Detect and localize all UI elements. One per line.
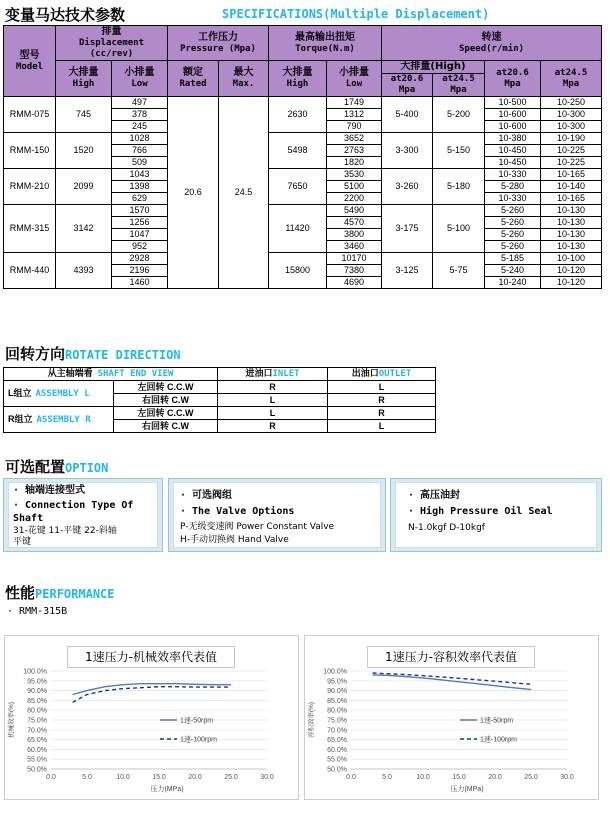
cell-speed-l206: 5-185 bbox=[485, 253, 541, 265]
cell-disp-high: 1520 bbox=[56, 133, 112, 169]
col-torque-header: 最高输出扭矩 Torque(N.m) bbox=[269, 26, 382, 61]
cell-disp-low: 1398 bbox=[112, 181, 168, 193]
cell-torque-high: 15800 bbox=[269, 253, 327, 289]
col-at206-a: at20.6 Mpa bbox=[382, 74, 433, 97]
rot-group-cn: L组立 bbox=[8, 388, 32, 398]
y-tick-label: 100.0% bbox=[323, 668, 347, 676]
rot-cell-outlet: L bbox=[328, 381, 436, 394]
x-tick-label: 15.0 bbox=[152, 774, 166, 781]
spec-title-cn: 变量马达技术参数 bbox=[5, 6, 126, 24]
cell-torque-high: 11420 bbox=[269, 205, 327, 253]
cell-speed-h206: 5-400 bbox=[382, 97, 433, 133]
performance-model: · RMM-315B bbox=[7, 606, 68, 617]
option-box-valve bbox=[168, 478, 386, 552]
rot-cell-dir: 右回转 C.W bbox=[114, 394, 218, 407]
table-row bbox=[4, 381, 436, 394]
y-tick-label: 60.0% bbox=[327, 746, 347, 754]
cell-disp-low: 1043 bbox=[112, 169, 168, 181]
opt3-line3: N-1.0kgf D-10kgf bbox=[408, 523, 485, 533]
series-line-1 bbox=[373, 673, 531, 684]
rot-cell-inlet: R bbox=[218, 381, 328, 394]
y-tick-label: 75.0% bbox=[327, 717, 347, 725]
cell-torque-low: 3460 bbox=[327, 241, 382, 253]
table-row bbox=[4, 253, 602, 265]
rot-group-label bbox=[4, 381, 114, 407]
cell-disp-low: 1256 bbox=[112, 217, 168, 229]
y-tick-label: 50.0% bbox=[327, 766, 347, 774]
rot-cell-outlet: L bbox=[328, 420, 436, 433]
opt2-line1: · 可选阀组 bbox=[180, 490, 233, 501]
rot-cell-dir: 左回转 C.C.W bbox=[114, 407, 218, 420]
rot-group-label bbox=[4, 407, 114, 433]
cell-disp-high: 3142 bbox=[56, 205, 112, 253]
cell-speed-l245: 10-225 bbox=[541, 145, 602, 157]
legend-label: 1速-50rpm bbox=[480, 717, 514, 725]
cell-speed-h245: 5-150 bbox=[433, 133, 485, 169]
cell-speed-h206: 3-125 bbox=[382, 253, 433, 289]
y-tick-label: 80.0% bbox=[27, 707, 47, 715]
cell-speed-l245: 10-300 bbox=[541, 109, 602, 121]
performance-title bbox=[5, 582, 115, 603]
col-pressure-header: 工作压力 Pressure (Mpa) bbox=[168, 26, 269, 61]
chart-volumetric-title: 1速压力-容积效率代表值 bbox=[367, 646, 535, 668]
option-title-cn: 可选配置 bbox=[5, 458, 66, 476]
cell-speed-h245: 5-75 bbox=[433, 253, 485, 289]
cell-torque-low: 790 bbox=[327, 121, 382, 133]
cell-speed-l206: 10-380 bbox=[485, 133, 541, 145]
cell-disp-low: 1028 bbox=[112, 133, 168, 145]
cell-disp-low: 766 bbox=[112, 145, 168, 157]
table-row bbox=[4, 205, 602, 217]
cell-speed-l206: 10-450 bbox=[485, 157, 541, 169]
cell-speed-l245: 10-190 bbox=[541, 133, 602, 145]
legend-label: 1速-50rpm bbox=[180, 717, 214, 725]
cell-torque-low: 2200 bbox=[327, 193, 382, 205]
col-torque-low: 小排量 Low bbox=[327, 61, 382, 97]
cell-torque-low: 4690 bbox=[327, 277, 382, 289]
cell-speed-l206: 10-330 bbox=[485, 193, 541, 205]
cell-model: RMM-440 bbox=[4, 253, 56, 289]
cell-model: RMM-315 bbox=[4, 205, 56, 253]
cell-speed-l206: 5-260 bbox=[485, 241, 541, 253]
cell-speed-h206: 3-260 bbox=[382, 169, 433, 205]
legend-label: 1速-100rpm bbox=[180, 736, 217, 744]
cell-speed-l206: 5-260 bbox=[485, 205, 541, 217]
col-at206-b: at20.6 Mpa bbox=[485, 61, 541, 97]
cell-disp-low: 378 bbox=[112, 109, 168, 121]
chart-mechanical bbox=[4, 635, 299, 800]
cell-speed-l245: 10-165 bbox=[541, 169, 602, 181]
cell-speed-l245: 10-250 bbox=[541, 97, 602, 109]
cell-disp-high: 2099 bbox=[56, 169, 112, 205]
y-tick-label: 55.0% bbox=[27, 756, 47, 764]
y-tick-label: 65.0% bbox=[27, 737, 47, 745]
cell-torque-low: 5100 bbox=[327, 181, 382, 193]
rot-cell-inlet: L bbox=[218, 407, 328, 420]
cell-speed-h206: 3-300 bbox=[382, 133, 433, 169]
cell-torque-high: 5498 bbox=[269, 133, 327, 169]
cell-speed-l245: 10-165 bbox=[541, 193, 602, 205]
y-tick-label: 90.0% bbox=[327, 688, 347, 696]
cell-torque-high: 2630 bbox=[269, 97, 327, 133]
col-disp-high: 大排量 High bbox=[56, 61, 112, 97]
performance-title-en: PERFORMANCE bbox=[35, 587, 115, 601]
rot-cell-outlet: R bbox=[328, 394, 436, 407]
rot-cell-dir: 左回转 C.C.W bbox=[114, 381, 218, 394]
rot-cell-dir: 右回转 C.W bbox=[114, 420, 218, 433]
cell-disp-high: 4393 bbox=[56, 253, 112, 289]
cell-speed-l245: 10-130 bbox=[541, 241, 602, 253]
y-axis-label: 机械效率(%) bbox=[8, 701, 15, 739]
cell-disp-low: 2928 bbox=[112, 253, 168, 265]
y-tick-label: 75.0% bbox=[27, 717, 47, 725]
x-tick-label: 5.0 bbox=[82, 774, 92, 781]
rotate-title bbox=[5, 343, 181, 364]
opt2-line2: · The Valve Options bbox=[180, 506, 295, 517]
y-tick-label: 95.0% bbox=[327, 678, 347, 686]
cell-speed-l206: 10-450 bbox=[485, 145, 541, 157]
y-tick-label: 65.0% bbox=[327, 737, 347, 745]
rotate-title-cn: 回转方向 bbox=[5, 345, 66, 363]
cell-disp-low: 497 bbox=[112, 97, 168, 109]
table-row bbox=[4, 407, 436, 420]
cell-speed-l206: 5-260 bbox=[485, 217, 541, 229]
option-box-seal bbox=[390, 478, 602, 552]
x-tick-label: 20.0 bbox=[488, 774, 502, 781]
col-displacement-header: 排量 Displacement (cc/rev) bbox=[56, 26, 168, 61]
col-model-header: 型号 Model bbox=[4, 26, 56, 97]
opt2-line3: P-无级变速阀 Power Constant Valve bbox=[180, 522, 335, 532]
cell-speed-h245: 5-200 bbox=[433, 97, 485, 133]
table-row bbox=[4, 133, 602, 145]
col-speed-high: 大排量(High) bbox=[382, 61, 485, 74]
y-tick-label: 55.0% bbox=[327, 756, 347, 764]
rot-header-inlet: 进油口INLET bbox=[218, 368, 328, 381]
cell-speed-l245: 10-100 bbox=[541, 253, 602, 265]
col-at245-b: at24.5 Mpa bbox=[541, 61, 602, 97]
rot-header-outlet: 出油口OUTLET bbox=[328, 368, 436, 381]
spec-table bbox=[3, 25, 602, 289]
cell-rated: 20.6 bbox=[168, 97, 219, 289]
cell-disp-low: 1570 bbox=[112, 205, 168, 217]
cell-speed-l206: 5-260 bbox=[485, 229, 541, 241]
cell-speed-l245: 10-120 bbox=[541, 265, 602, 277]
cell-torque-high: 7650 bbox=[269, 169, 327, 205]
cell-speed-l206: 10-500 bbox=[485, 97, 541, 109]
x-tick-label: 20.0 bbox=[188, 774, 202, 781]
y-tick-label: 80.0% bbox=[327, 707, 347, 715]
opt1-line1: · 轴端连接型式 bbox=[13, 485, 86, 496]
cell-speed-l245: 10-120 bbox=[541, 277, 602, 289]
cell-disp-low: 245 bbox=[112, 121, 168, 133]
y-tick-label: 70.0% bbox=[27, 727, 47, 735]
rot-group-en: ASSEMBLY L bbox=[35, 389, 90, 399]
y-tick-label: 60.0% bbox=[27, 746, 47, 754]
y-tick-label: 50.0% bbox=[27, 766, 47, 774]
legend-label: 1速-100rpm bbox=[480, 736, 517, 744]
cell-speed-l245: 10-140 bbox=[541, 181, 602, 193]
rot-group-cn: R组立 bbox=[8, 414, 33, 424]
cell-max: 24.5 bbox=[219, 97, 269, 289]
performance-title-cn: 性能 bbox=[5, 584, 36, 602]
cell-speed-l206: 5-280 bbox=[485, 181, 541, 193]
spec-title-en: SPECIFICATIONS(Multiple Displacement) bbox=[222, 7, 490, 21]
cell-torque-low: 1820 bbox=[327, 157, 382, 169]
x-axis-label: 压力(MPa) bbox=[450, 786, 484, 793]
table-row bbox=[4, 97, 602, 109]
col-rated: 额定 Rated bbox=[168, 61, 219, 97]
cell-speed-h206: 3-175 bbox=[382, 205, 433, 253]
cell-speed-l245: 10-130 bbox=[541, 205, 602, 217]
cell-disp-low: 2196 bbox=[112, 265, 168, 277]
x-tick-label: 30.0 bbox=[260, 774, 274, 781]
x-tick-label: 5.0 bbox=[382, 774, 392, 781]
cell-model: RMM-075 bbox=[4, 97, 56, 133]
opt1-line2: · Connection Type Of bbox=[13, 500, 134, 511]
y-axis-label: 容积效率(%) bbox=[308, 701, 315, 739]
chart-volumetric-svg bbox=[305, 636, 598, 799]
x-tick-label: 0.0 bbox=[46, 774, 56, 781]
opt1-line4: 31-花键 11-平键 22-斜轴 bbox=[13, 526, 117, 536]
y-tick-label: 85.0% bbox=[27, 697, 47, 705]
cell-speed-l206: 10-240 bbox=[485, 277, 541, 289]
cell-speed-l206: 10-600 bbox=[485, 109, 541, 121]
cell-torque-low: 3652 bbox=[327, 133, 382, 145]
col-speed-header: 转速 Speed(r/min) bbox=[382, 26, 602, 61]
y-tick-label: 100.0% bbox=[23, 668, 47, 676]
cell-speed-l245: 10-130 bbox=[541, 229, 602, 241]
opt3-line1: · 高压油封 bbox=[408, 490, 461, 501]
option-box-shaft bbox=[3, 478, 163, 552]
cell-disp-high: 745 bbox=[56, 97, 112, 133]
cell-speed-h245: 5-180 bbox=[433, 169, 485, 205]
opt1-line3: Shaft bbox=[13, 513, 44, 524]
cell-torque-low: 3800 bbox=[327, 229, 382, 241]
x-tick-label: 30.0 bbox=[560, 774, 574, 781]
opt2-line4: H-手动切换阀 Hand Valve bbox=[180, 535, 289, 545]
cell-disp-low: 1460 bbox=[112, 277, 168, 289]
cell-model: RMM-150 bbox=[4, 133, 56, 169]
cell-disp-low: 952 bbox=[112, 241, 168, 253]
cell-torque-low: 5490 bbox=[327, 205, 382, 217]
rot-cell-inlet: R bbox=[218, 420, 328, 433]
option-title bbox=[5, 456, 108, 477]
rot-cell-outlet: R bbox=[328, 407, 436, 420]
cell-torque-low: 4570 bbox=[327, 217, 382, 229]
cell-speed-l245: 10-300 bbox=[541, 121, 602, 133]
opt1-line5: 平键 bbox=[13, 537, 32, 547]
table-row bbox=[4, 169, 602, 181]
x-axis-label: 压力(MPa) bbox=[150, 786, 184, 793]
opt3-line2: · High Pressure Oil Seal bbox=[408, 506, 553, 517]
cell-torque-low: 10170 bbox=[327, 253, 382, 265]
col-disp-low: 小排量 Low bbox=[112, 61, 168, 97]
x-tick-label: 10.0 bbox=[116, 774, 130, 781]
cell-torque-low: 1312 bbox=[327, 109, 382, 121]
x-tick-label: 0.0 bbox=[346, 774, 356, 781]
x-tick-label: 25.0 bbox=[224, 774, 238, 781]
option-title-en: OPTION bbox=[65, 461, 109, 475]
chart-mechanical-svg bbox=[5, 636, 298, 799]
rot-cell-inlet: L bbox=[218, 394, 328, 407]
chart-volumetric bbox=[304, 635, 599, 800]
cell-torque-low: 1749 bbox=[327, 97, 382, 109]
chart-mechanical-title: 1速压力-机械效率代表值 bbox=[67, 646, 235, 668]
cell-speed-l245: 10-225 bbox=[541, 157, 602, 169]
x-tick-label: 15.0 bbox=[452, 774, 466, 781]
cell-disp-low: 629 bbox=[112, 193, 168, 205]
rotate-table bbox=[3, 367, 436, 433]
cell-speed-l206: 10-330 bbox=[485, 169, 541, 181]
y-tick-label: 70.0% bbox=[327, 727, 347, 735]
y-tick-label: 90.0% bbox=[27, 688, 47, 696]
col-at245-a: at24.5 Mpa bbox=[433, 74, 485, 97]
rot-header-shaft: 从主轴端看 SHAFT END VIEW bbox=[4, 368, 218, 381]
cell-speed-l245: 10-130 bbox=[541, 217, 602, 229]
cell-torque-low: 2763 bbox=[327, 145, 382, 157]
cell-speed-l206: 5-240 bbox=[485, 265, 541, 277]
cell-torque-low: 7380 bbox=[327, 265, 382, 277]
y-tick-label: 85.0% bbox=[327, 697, 347, 705]
x-tick-label: 10.0 bbox=[416, 774, 430, 781]
col-torque-high: 大排量 High bbox=[269, 61, 327, 97]
cell-disp-low: 509 bbox=[112, 157, 168, 169]
cell-speed-h245: 5-100 bbox=[433, 205, 485, 253]
series-line-0 bbox=[73, 684, 231, 695]
cell-disp-low: 1047 bbox=[112, 229, 168, 241]
cell-model: RMM-210 bbox=[4, 169, 56, 205]
x-tick-label: 25.0 bbox=[524, 774, 538, 781]
y-tick-label: 95.0% bbox=[27, 678, 47, 686]
cell-speed-l206: 10-600 bbox=[485, 121, 541, 133]
rotate-title-en: ROTATE DIRECTION bbox=[65, 348, 181, 362]
rot-group-en: ASSEMBLY R bbox=[36, 415, 91, 425]
cell-torque-low: 3530 bbox=[327, 169, 382, 181]
col-max: 最大 Max. bbox=[219, 61, 269, 97]
